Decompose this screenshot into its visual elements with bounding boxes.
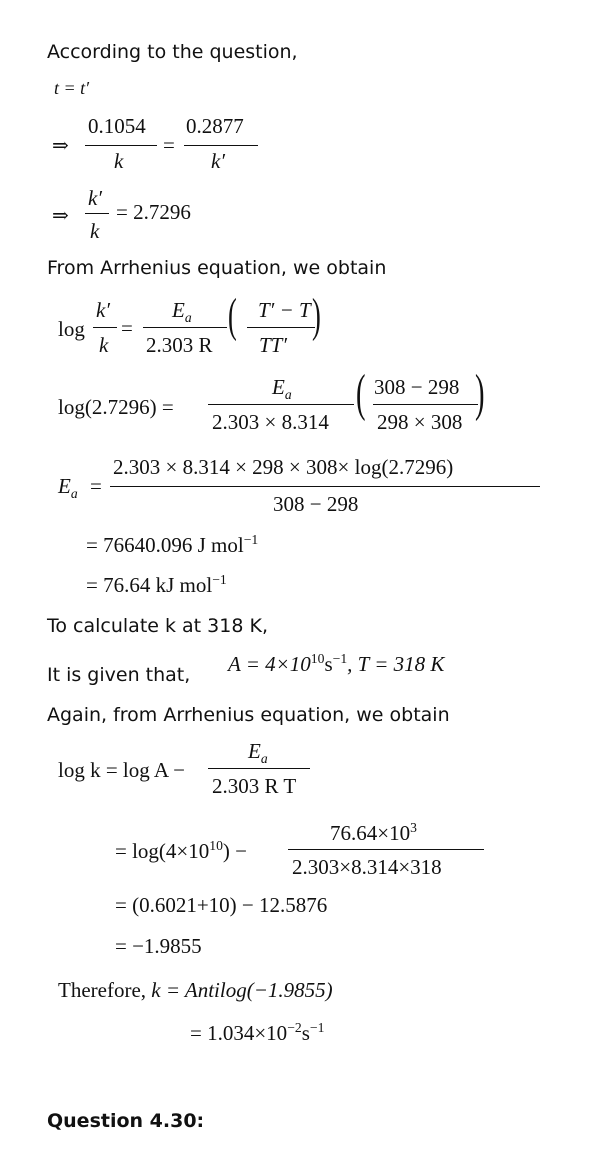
ea-big-num: 2.303 × 8.314 × 298 × 308× log(2.7296) xyxy=(113,455,454,479)
ea-num-1 xyxy=(172,298,192,326)
given-a-exp: 10 xyxy=(310,651,325,666)
ea-big-bar xyxy=(110,486,540,487)
t-bar xyxy=(247,327,315,328)
log-frac-num: k′ xyxy=(96,298,110,322)
temp-bar xyxy=(373,404,478,405)
equals-sign-3: = xyxy=(90,474,102,498)
equals-sign-2: = xyxy=(121,316,133,340)
ea-symbol: E xyxy=(272,375,285,399)
ea-symbol: E xyxy=(58,474,71,498)
step-frac-bar xyxy=(288,849,484,850)
time-equality: t = t′ xyxy=(54,78,90,98)
log-a-step xyxy=(115,838,247,864)
calc-intro-text: To calculate k at 318 K, xyxy=(47,615,268,637)
arrhenius-text-1: From Arrhenius equation, we obtain xyxy=(47,257,387,279)
ea-lhs xyxy=(58,474,78,502)
paren-close-1: ) xyxy=(312,289,321,342)
ea-bar-1 xyxy=(143,327,227,328)
given-a-eq: A = 4×10 xyxy=(228,652,311,676)
ea-subscript: a xyxy=(184,310,192,326)
ea-num-3 xyxy=(248,739,268,767)
given-prefix: It is given that, xyxy=(47,664,191,686)
given-unit: s xyxy=(324,652,333,676)
fraction-bar-1 xyxy=(85,145,157,146)
ea-symbol: E xyxy=(248,739,261,763)
ea-subscript: a xyxy=(70,486,78,502)
ea-den-2: 2.303 × 8.314 xyxy=(212,410,329,434)
ea-result-j-exp: −1 xyxy=(243,532,259,547)
temp-prod-den: 298 × 308 xyxy=(377,410,463,434)
ea-result-kj xyxy=(86,572,227,598)
ea-subscript: a xyxy=(260,751,268,767)
ea-symbol: E xyxy=(172,298,185,322)
log-a-exp: 10 xyxy=(209,838,223,853)
ea-bar-3 xyxy=(208,768,310,769)
log-value-lhs: log(2.7296) = xyxy=(58,395,174,419)
step-frac-num xyxy=(330,820,417,846)
logk-lhs: log k = log A − xyxy=(58,758,185,782)
final-exp: −2 xyxy=(287,1020,302,1035)
implies-arrow-2: ⇒ xyxy=(52,205,69,227)
paren-close-2: ) xyxy=(475,365,485,422)
t-diff-num: T′ − T xyxy=(258,298,311,322)
ea-den-1: 2.303 R xyxy=(146,333,213,357)
question-label: Question 4.30: xyxy=(47,1110,205,1132)
ea-result-j-text: = 76640.096 J mol xyxy=(86,533,244,557)
ea-subscript: a xyxy=(284,387,292,403)
k-antilog: k = Antilog(−1.9855) xyxy=(151,978,333,1002)
paren-open-1: ( xyxy=(228,289,237,342)
given-temp: , T = 318 K xyxy=(347,652,445,676)
therefore-line xyxy=(58,978,333,1003)
temp-diff-num: 308 − 298 xyxy=(374,375,460,399)
ea-big-den: 308 − 298 xyxy=(273,492,359,516)
ea-result-kj-exp: −1 xyxy=(212,572,227,587)
step-frac-num-text: 76.64×10 xyxy=(330,821,411,845)
t-den: TT′ xyxy=(259,333,287,357)
step-frac-den: 2.303×8.314×318 xyxy=(292,855,442,879)
final-result xyxy=(190,1020,324,1046)
intro-text: According to the question, xyxy=(47,41,298,63)
log-a-text: = log(4×10 xyxy=(115,839,210,863)
ratio-value: = 2.7296 xyxy=(116,200,191,224)
ea-result-j xyxy=(86,532,258,558)
final-unit-exp: −1 xyxy=(309,1020,325,1035)
log-label-1: log xyxy=(58,317,85,341)
ea-num-2 xyxy=(272,375,292,403)
final-value: = 1.034×10 xyxy=(190,1021,288,1045)
fraction-bar-2 xyxy=(184,145,258,146)
therefore-word: Therefore, xyxy=(58,978,147,1002)
log-a-end: ) − xyxy=(222,839,247,863)
ea-den-3: 2.303 R T xyxy=(212,774,297,798)
fraction-den-2: k′ xyxy=(211,149,225,173)
fraction-num-1: 0.1054 xyxy=(88,114,146,138)
ea-bar-2 xyxy=(208,404,354,405)
arrhenius-text-2: Again, from Arrhenius equation, we obtain xyxy=(47,704,450,726)
ratio-den: k xyxy=(90,219,100,243)
ea-result-kj-text: = 76.64 kJ mol xyxy=(86,573,213,597)
given-equation xyxy=(228,651,444,677)
fraction-num-2: 0.2877 xyxy=(186,114,244,138)
step-2: = −1.9855 xyxy=(115,934,202,958)
ratio-num: k′ xyxy=(88,186,102,210)
implies-arrow-1: ⇒ xyxy=(52,135,69,157)
final-unit: s xyxy=(301,1021,310,1045)
fraction-den-1: k xyxy=(114,149,124,173)
step-frac-num-exp: 3 xyxy=(410,820,417,835)
log-frac-den: k xyxy=(99,333,109,357)
step-1: = (0.6021+10) − 12.5876 xyxy=(115,893,328,917)
given-unit-exp: −1 xyxy=(332,651,348,666)
ratio-bar xyxy=(85,213,109,214)
log-frac-bar xyxy=(93,327,117,328)
paren-open-2: ( xyxy=(356,365,366,422)
equals-sign-1: = xyxy=(163,133,175,157)
